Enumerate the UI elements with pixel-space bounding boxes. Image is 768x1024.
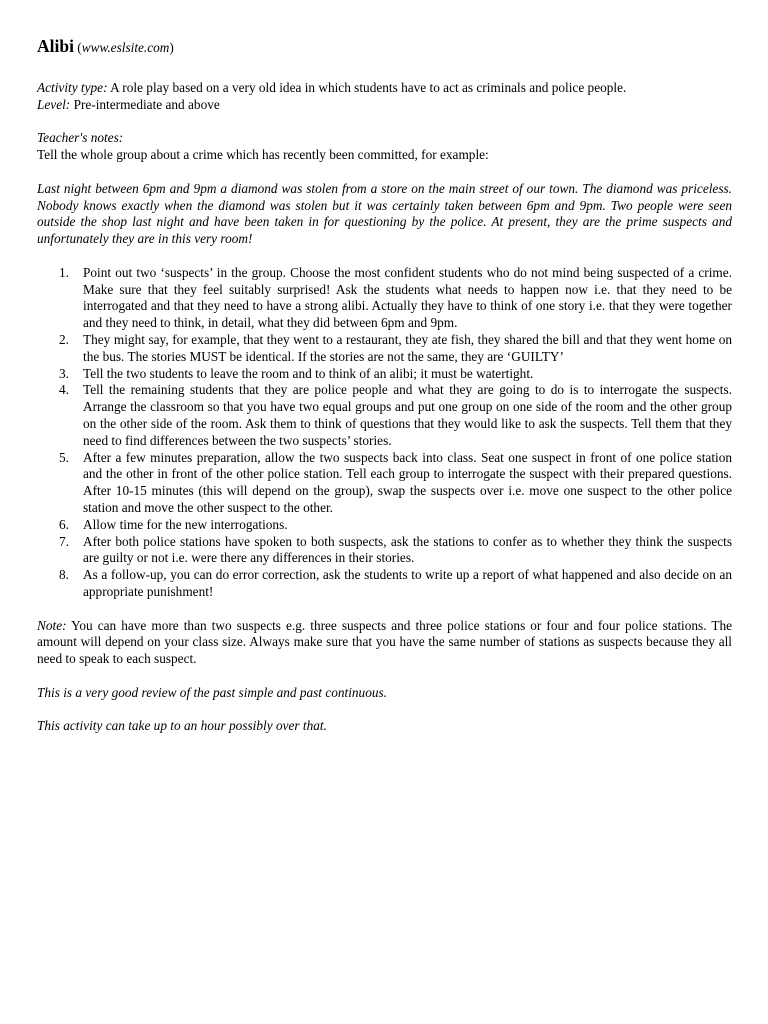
list-item: [37, 366, 732, 383]
list-item: [37, 265, 732, 332]
note-text: You can have more than two suspects e.g. three suspects and three police stations or four and four police stations. The amount will depend on your class size. Always make sure that you have the same number of stations as suspects because they all need to speak to each suspect.: [37, 617, 732, 667]
list-item: [37, 517, 732, 534]
step-number: 2.: [59, 331, 69, 347]
spacer: [37, 248, 732, 265]
activity-type-label: Activity type:: [37, 80, 108, 95]
review-note: This is a very good review of the past simple and past continuous.: [37, 684, 388, 700]
teachers-notes-heading: Teacher's notes:: [37, 130, 124, 146]
list-item: [37, 450, 732, 517]
step-text: Tell the remaining students that they are police people and what they are going to do is to interrogate the suspects. Arrange the classroom so that you have two equal groups and put one group on one side of the room and the other group on the other side of the room. Ask them to think of questions that they would like to ask the suspects. Tell them that they need to find differences between the two suspects’ stories.: [83, 382, 732, 448]
step-number: 3.: [59, 365, 69, 381]
step-number: 4.: [59, 382, 69, 398]
list-item: [37, 567, 732, 601]
spacer: [37, 668, 732, 685]
document-page: [37, 36, 732, 735]
source-site: [77, 40, 174, 55]
document-title: Alibi: [37, 36, 74, 56]
source-url: www.eslsite.com: [81, 40, 170, 55]
activity-type-line: [37, 80, 732, 97]
step-number: 8.: [59, 567, 69, 583]
note-label: Note:: [37, 617, 67, 633]
duration-note: This activity can take up to an hour possibly over that.: [37, 718, 327, 734]
crime-story: Last night between 6pm and 9pm a diamond was stolen from a store on the main street of our town. The diamond was priceless. Nobody knows exactly when the diamond was stolen but it was certainly taken between 6pm and 9pm. Two people were seen outside the shop last night and have been taken in for questioning by the police. At present, they are the prime suspects and unfortunately they are in this very room!: [37, 180, 732, 247]
step-text: As a follow-up, you can do error correction, ask the students to write up a report of what happened and also decide on an appropriate punishment!: [83, 567, 732, 599]
step-number: 6.: [59, 516, 69, 532]
spacer: [37, 114, 732, 131]
activity-type-value: A role play based on a very old idea in which students have to act as criminals and police people.: [110, 80, 627, 95]
spacer: [37, 164, 732, 181]
level-value: Pre-intermediate and above: [73, 96, 220, 112]
step-text: Point out two ‘suspects’ in the group. Choose the most confident students who do not mind being suspected of a crime. Make sure that they feel suitably surprised! Ask the students what needs to happen now i.e. that they need to be interrogated and that they need to have a strong alibi. Actually they have to think of one story i.e. that they were together and they need to think, in detail, what they did between 6pm and 9pm.: [83, 264, 732, 331]
step-text: After a few minutes preparation, allow the two suspects back into class. Seat one suspect in front of one police station and the other in front of the other police station. Tell each group to interrogate the suspect with their prepared questions. After 10-15 minutes (this will depend on the group), swap the suspects over i.e. move one suspect to the other police station and move the other suspect to the other.: [83, 449, 732, 515]
list-item: [37, 332, 732, 366]
steps-list: [37, 265, 732, 601]
intro-text: Tell the whole group about a crime which has recently been committed, for example:: [37, 147, 489, 163]
step-text: They might say, for example, that they went to a restaurant, they ate fish, they shared the bill and that they went home on the bus. The stories MUST be identical. If the stories are not the same, they are ‘GUILTY’: [83, 331, 732, 364]
spacer: [37, 601, 732, 618]
step-text: After both police stations have spoken to both suspects, ask the stations to confer as to whether they think the suspects are guilty or not i.e. were there any differences in their stories.: [83, 533, 732, 566]
source-close-paren: ): [169, 40, 174, 55]
source-open-paren: (: [77, 40, 82, 55]
list-item: [37, 534, 732, 568]
spacer: [37, 701, 732, 718]
step-number: 7.: [59, 533, 69, 549]
step-text: Tell the two students to leave the room and to think of an alibi; it must be watertight.: [83, 365, 534, 381]
list-item: [37, 382, 732, 449]
note-paragraph: [37, 618, 732, 668]
document-header: [37, 36, 732, 58]
step-number: 5.: [59, 449, 69, 465]
level-line: [37, 97, 732, 114]
step-text: Allow time for the new interrogations.: [83, 516, 288, 532]
level-label: Level:: [37, 96, 71, 112]
step-number: 1.: [59, 264, 69, 280]
